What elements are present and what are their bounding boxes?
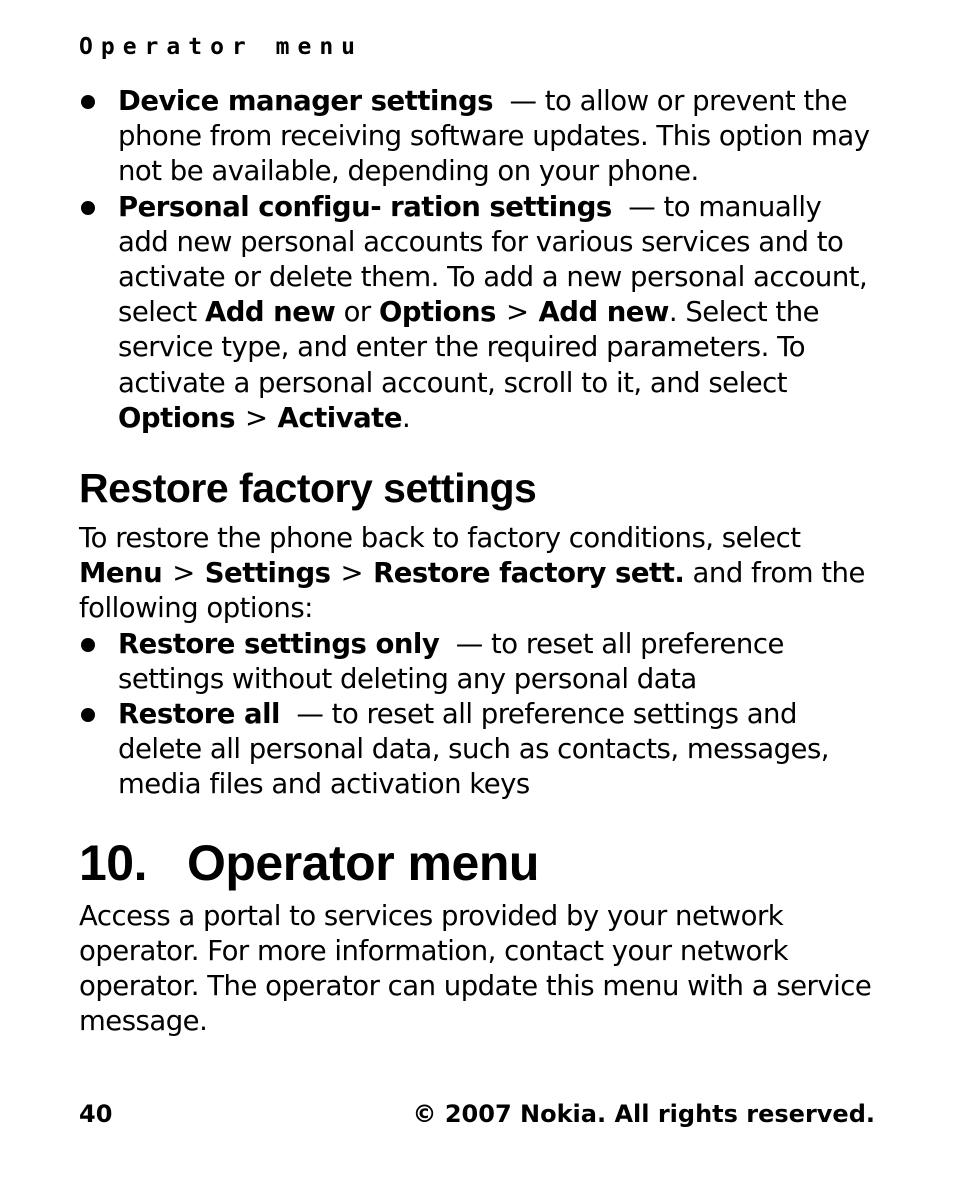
restore-options-list: [79, 627, 879, 803]
item-term: Personal configu- ration settings: [118, 190, 612, 223]
list-item: [79, 627, 879, 697]
bullet-icon: [81, 638, 95, 652]
item-term: Restore all: [118, 698, 280, 731]
menu-option-menu: Menu: [79, 557, 163, 590]
bullet-icon: [81, 708, 95, 722]
menu-option-settings: Settings: [204, 557, 331, 590]
running-header: Operator menu: [79, 34, 364, 60]
menu-option-options: Options: [118, 401, 235, 434]
bullet-icon: [81, 95, 95, 109]
page-number: 40: [79, 1100, 113, 1128]
chapter-number: 10.: [79, 834, 148, 891]
item-text: — to allow or prevent the phone from receiving software updates. This option may not be available, depending on your phone.: [118, 85, 870, 188]
item-term: Device manager settings: [118, 85, 494, 117]
menu-separator: >: [340, 557, 364, 590]
list-item: [79, 697, 879, 803]
menu-option-activate: Activate: [277, 401, 402, 434]
copyright-notice: © 2007 Nokia. All rights reserved.: [412, 1100, 875, 1128]
menu-option-options: Options: [378, 296, 496, 329]
item-text: — to reset all preference settings without deleting any personal data: [118, 627, 784, 695]
section-intro: To restore the phone back to factory conditions, select Menu > Settings > Restore factory sett. and from the following options:: [79, 522, 865, 625]
list-item: Personal configu- ration settings — to manually add new personal accounts for various services and to activate or delete them. To add a new personal account, select Add new or Options > Add new. Select the service type, and enter the required parameters. To activate a personal account, scroll to it, and select Options > Activate.: [79, 190, 879, 436]
menu-separator: >: [505, 296, 529, 329]
chapter-title: [79, 833, 879, 893]
item-text: — to reset all preference settings and delete all personal data, such as contacts, messages, media files and activation keys: [118, 698, 830, 801]
chapter-name: Operator menu: [187, 834, 539, 891]
chapter-body: Access a portal to services provided by your network operator. For more information, contact your network operator. The operator can update this menu with a service message.: [79, 899, 872, 1038]
item-term: Restore settings only: [118, 627, 440, 660]
menu-option-add-new: Add new: [538, 296, 669, 329]
menu-separator: >: [172, 557, 195, 590]
item-text: — to manually add new personal accounts for various services and to activate or delete them. To add a new personal account, select: [118, 190, 868, 329]
list-item: [79, 84, 879, 190]
bullet-icon: [81, 201, 95, 215]
menu-option-add-new: Add new: [204, 296, 336, 329]
page-content: [79, 84, 879, 1039]
menu-option-restore-factory: Restore factory sett.: [373, 557, 685, 590]
section-title: Restore factory settings: [79, 465, 537, 512]
settings-list: [79, 84, 879, 436]
menu-separator: >: [244, 401, 268, 434]
item-text: . Select the service type, and enter the required parameters. To activate a personal account, scroll to it, and select: [118, 296, 820, 399]
